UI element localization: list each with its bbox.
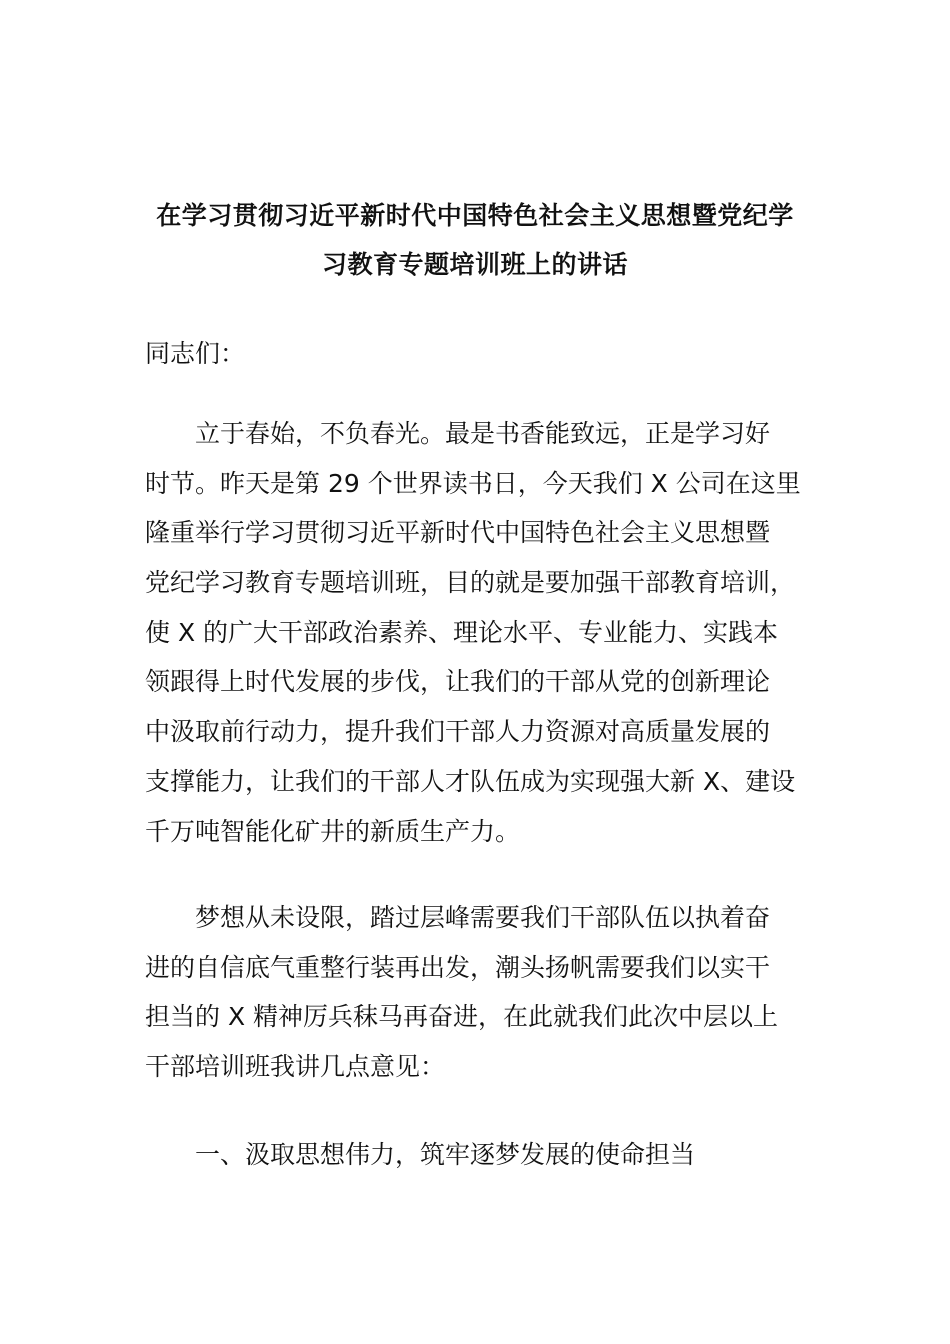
paragraph-line: 梦想从未设限，踏过层峰需要我们干部队伍以执着奋 <box>195 903 771 932</box>
paragraph-line: 干部培训班我讲几点意见： <box>145 1052 446 1082</box>
paragraph-line: 中汲取前行动力，提升我们干部人力资源对高质量发展的 <box>145 717 771 747</box>
section-heading: 一、汲取思想伟力，筑牢逐梦发展的使命担当 <box>195 1140 696 1169</box>
paragraph-line: 使 X 的广大干部政治素养、理论水平、专业能力、实践本 <box>145 617 779 647</box>
document-title-line-1: 在学习贯彻习近平新时代中国特色社会主义思想暨党纪学 <box>156 201 794 230</box>
paragraph-2 <box>145 893 810 1092</box>
paragraph-line: 隆重举行学习贯彻习近平新时代中国特色社会主义思想暨 <box>145 518 771 548</box>
paragraph-line: 领跟得上时代发展的步伐，让我们的干部从党的创新理论 <box>145 667 771 697</box>
salutation: 同志们： <box>145 339 246 368</box>
paragraph-line: 立于春始，不负春光。最是书香能致远，正是学习好 <box>195 419 771 448</box>
document-title-line-2: 习教育专题培训班上的讲话 <box>321 250 628 279</box>
paragraph-line: 千万吨智能化矿井的新质生产力。 <box>145 816 521 846</box>
paragraph-1 <box>145 409 810 856</box>
paragraph-line: 党纪学习教育专题培训班，目的就是要加强干部教育培训， <box>145 568 796 598</box>
paragraph-line: 担当的 X 精神厉兵秣马再奋进，在此就我们此次中层以上 <box>145 1002 779 1032</box>
paragraph-line: 时节。昨天是第 29 个世界读书日，今天我们 X 公司在这里 <box>145 468 801 498</box>
paragraph-line: 进的自信底气重整行装再出发，潮头扬帆需要我们以实干 <box>145 952 771 982</box>
paragraph-line: 支撑能力，让我们的干部人才队伍成为实现强大新 X、建设 <box>145 766 796 796</box>
